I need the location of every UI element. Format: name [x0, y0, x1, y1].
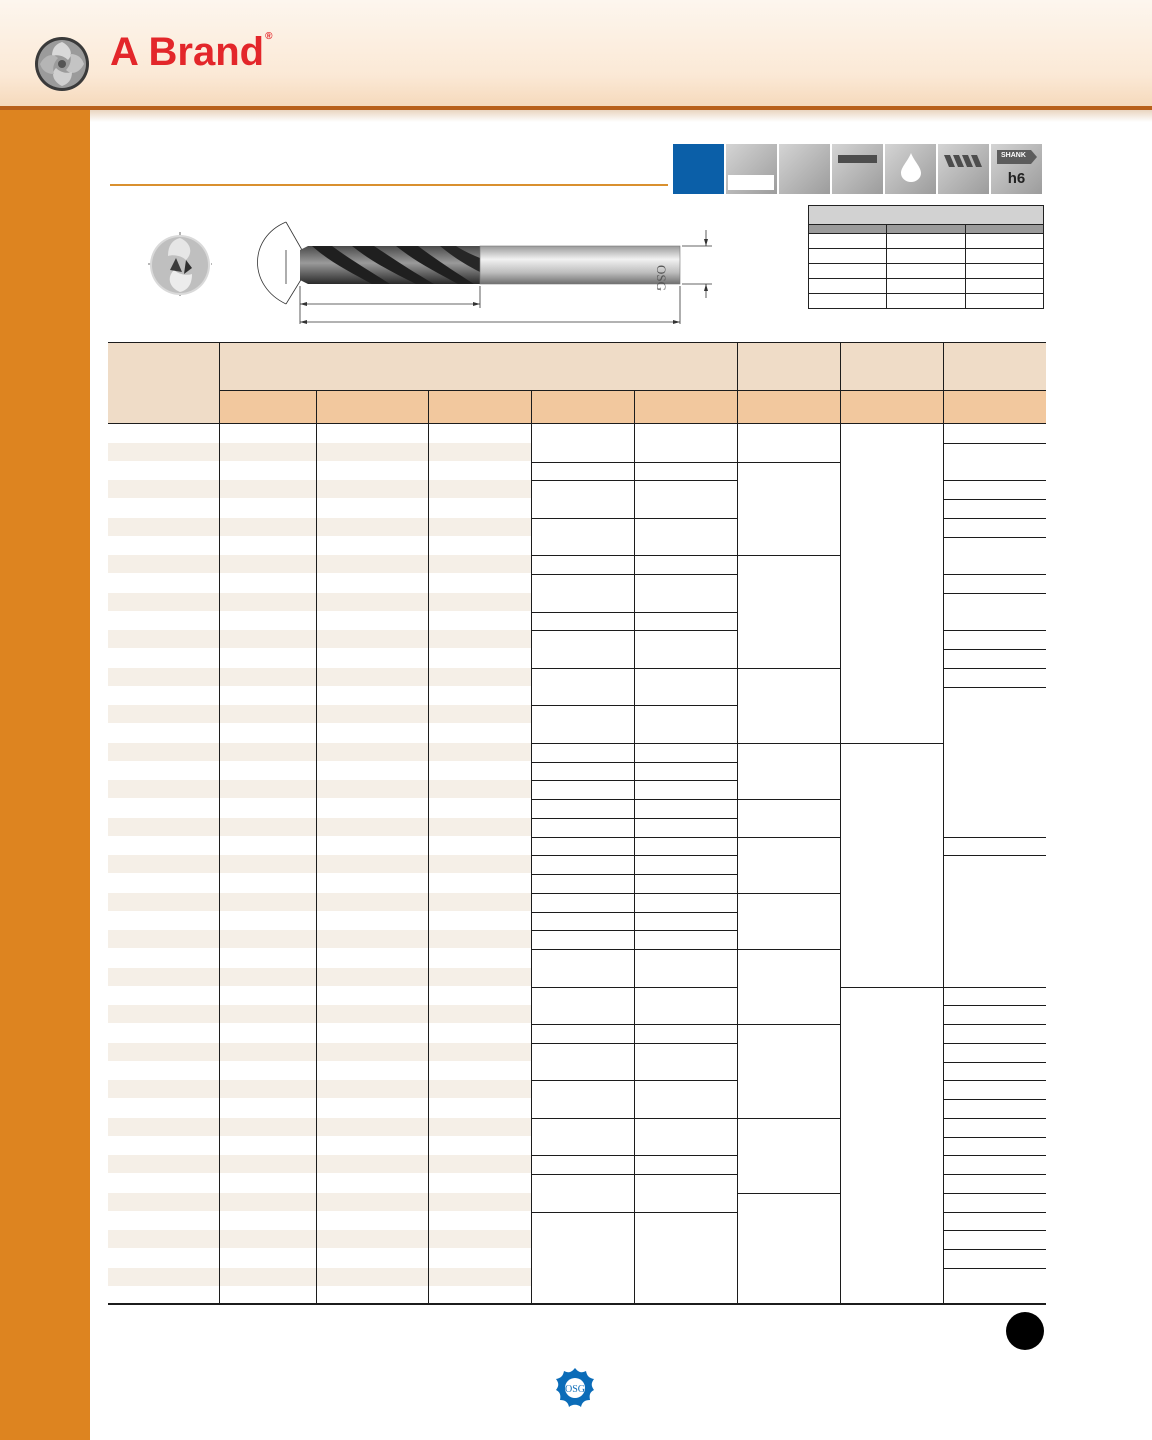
table-row [108, 668, 531, 686]
table-row [108, 1043, 531, 1061]
table-header-col-a [738, 342, 840, 390]
table-bottom-rule [108, 1303, 1046, 1305]
tolerance-cell [887, 249, 965, 264]
cell-rule [840, 743, 943, 744]
cell-rule [531, 743, 737, 744]
cell-rule [943, 1174, 1046, 1175]
header-bottom-rule [108, 423, 1046, 424]
section-rule [110, 184, 668, 186]
cell-rule [943, 518, 1046, 519]
column-rule [737, 342, 738, 1305]
cell-rule [737, 799, 840, 800]
cell-rule [531, 612, 737, 613]
column-rule [219, 342, 220, 1305]
cell-rule [943, 480, 1046, 481]
cell-rule [737, 949, 840, 950]
table-row [108, 930, 531, 948]
cell-rule [531, 480, 737, 481]
cell-rule [943, 537, 1046, 538]
column-rule [531, 390, 532, 1305]
registered-mark: ® [265, 31, 273, 42]
drop-icon [900, 152, 922, 182]
table-row [108, 1193, 531, 1211]
drill-dimension-drawing [140, 212, 720, 332]
cell-rule [943, 1249, 1046, 1250]
cell-rule [531, 987, 737, 988]
table-row [108, 705, 531, 723]
tolerance-cell [809, 264, 887, 279]
cell-rule [531, 1155, 737, 1156]
column-rule [840, 342, 841, 1305]
cell-rule [943, 499, 1046, 500]
cell-rule [943, 593, 1046, 594]
stripes-icon [944, 155, 984, 167]
cell-rule [531, 930, 737, 931]
tolerance-cell [809, 294, 887, 309]
table-header-dimensions [219, 342, 737, 390]
material-blue-icon [673, 144, 724, 194]
coating-strip [728, 175, 774, 190]
cell-rule [943, 1005, 1046, 1006]
cell-rule [943, 1062, 1046, 1063]
coolant-drop-icon [885, 144, 936, 194]
cell-rule [531, 1118, 737, 1119]
table-row [108, 1155, 531, 1173]
cell-rule [531, 462, 737, 463]
table-header-left [108, 342, 219, 424]
shank-bar [838, 155, 877, 163]
column-rule [428, 390, 429, 1305]
cell-rule [531, 574, 737, 575]
tolerance-cell [887, 234, 965, 249]
cell-rule [840, 987, 943, 988]
cell-rule [943, 1230, 1046, 1231]
cell-rule [531, 705, 737, 706]
cell-rule [531, 1024, 737, 1025]
brand-title [110, 30, 272, 75]
tolerance-cell [965, 264, 1043, 279]
table-row [108, 1080, 531, 1098]
cell-rule [531, 1212, 737, 1213]
table-row [108, 1268, 531, 1286]
tolerance-col [809, 225, 887, 234]
table-row [108, 480, 531, 498]
drill-end-view [148, 232, 214, 298]
cell-rule [737, 1024, 840, 1025]
shank-label: SHANK [1001, 152, 1026, 159]
table-row [108, 893, 531, 911]
tolerance-col [965, 225, 1043, 234]
cell-rule [737, 555, 840, 556]
cell-rule [943, 1118, 1046, 1119]
column-rule [634, 390, 635, 1305]
table-row [108, 968, 531, 986]
table-row [108, 443, 531, 461]
table-header-col-c [944, 342, 1046, 390]
table-header-col-b [841, 342, 943, 390]
cell-rule [531, 762, 737, 763]
cell-rule [943, 1024, 1046, 1025]
cell-rule [737, 743, 840, 744]
tolerance-cell [965, 234, 1043, 249]
cell-rule [943, 1268, 1046, 1269]
cell-rule [943, 687, 1046, 688]
cell-rule [943, 443, 1046, 444]
shank-tolerance: h6 [1007, 170, 1026, 187]
cell-rule [737, 1193, 840, 1194]
table-row [108, 855, 531, 873]
side-stripe [0, 110, 90, 1440]
cell-rule [943, 855, 1046, 856]
tolerance-cell [965, 279, 1043, 294]
cell-rule [943, 1099, 1046, 1100]
tolerance-cell [887, 294, 965, 309]
cell-rule [531, 668, 737, 669]
cell-rule [531, 555, 737, 556]
cell-rule [943, 1155, 1046, 1156]
table-row [108, 1005, 531, 1023]
cell-rule [943, 574, 1046, 575]
shank-h6-icon [991, 144, 1042, 194]
table-row [108, 1230, 531, 1248]
osg-footer-logo-icon [554, 1367, 596, 1409]
cell-rule [531, 818, 737, 819]
cell-rule [737, 837, 840, 838]
table-row [108, 818, 531, 836]
tolerance-table-header [809, 206, 1044, 225]
cell-rule [531, 837, 737, 838]
straight-shank-icon [832, 144, 883, 194]
cell-rule [737, 893, 840, 894]
cell-rule [737, 462, 840, 463]
cell-rule [943, 668, 1046, 669]
header-shadow [90, 110, 1152, 122]
tolerance-col [887, 225, 965, 234]
cell-rule [531, 949, 737, 950]
column-rule [316, 390, 317, 1305]
cell-rule [531, 1043, 737, 1044]
table-row [108, 1118, 531, 1136]
coating-icon [726, 144, 777, 194]
cell-rule [531, 630, 737, 631]
tolerance-cell [887, 279, 965, 294]
cell-rule [531, 855, 737, 856]
product-table [108, 342, 1046, 1305]
table-row [108, 518, 531, 536]
cell-rule [943, 1043, 1046, 1044]
helix-flute-icon [938, 144, 989, 194]
table-top-rule [108, 342, 1046, 343]
cell-rule [943, 987, 1046, 988]
cell-rule [531, 912, 737, 913]
shank-marking: OSG [654, 265, 669, 292]
footer-logo-text: OSG [564, 1384, 586, 1395]
cell-rule [531, 518, 737, 519]
cell-rule [943, 1212, 1046, 1213]
cell-rule [943, 837, 1046, 838]
cell-rule [531, 780, 737, 781]
grade-icon [779, 144, 830, 194]
table-row [108, 743, 531, 761]
cell-rule [531, 1080, 737, 1081]
cell-rule [943, 1137, 1046, 1138]
table-row [108, 630, 531, 648]
drill-cross-section-logo-icon [34, 36, 90, 92]
tolerance-table [808, 205, 1044, 309]
cell-rule [737, 668, 840, 669]
table-row [108, 780, 531, 798]
cell-rule [737, 1118, 840, 1119]
column-rule [943, 342, 944, 1305]
header-divider [219, 390, 1046, 391]
brand-name: A Brand [110, 30, 265, 74]
cell-rule [943, 630, 1046, 631]
page-number-dot [1006, 1312, 1044, 1350]
cell-rule [943, 649, 1046, 650]
cell-rule [531, 893, 737, 894]
cell-rule [943, 1080, 1046, 1081]
tolerance-cell [965, 249, 1043, 264]
cell-rule [943, 1193, 1046, 1194]
table-subheader [219, 390, 1046, 424]
cell-rule [531, 799, 737, 800]
tolerance-cell [965, 294, 1043, 309]
table-row [108, 593, 531, 611]
cell-rule [531, 1174, 737, 1175]
tolerance-cell [887, 264, 965, 279]
table-row [108, 555, 531, 573]
tolerance-cell [809, 249, 887, 264]
cell-rule [531, 874, 737, 875]
tolerance-cell [809, 279, 887, 294]
tolerance-cell [809, 234, 887, 249]
